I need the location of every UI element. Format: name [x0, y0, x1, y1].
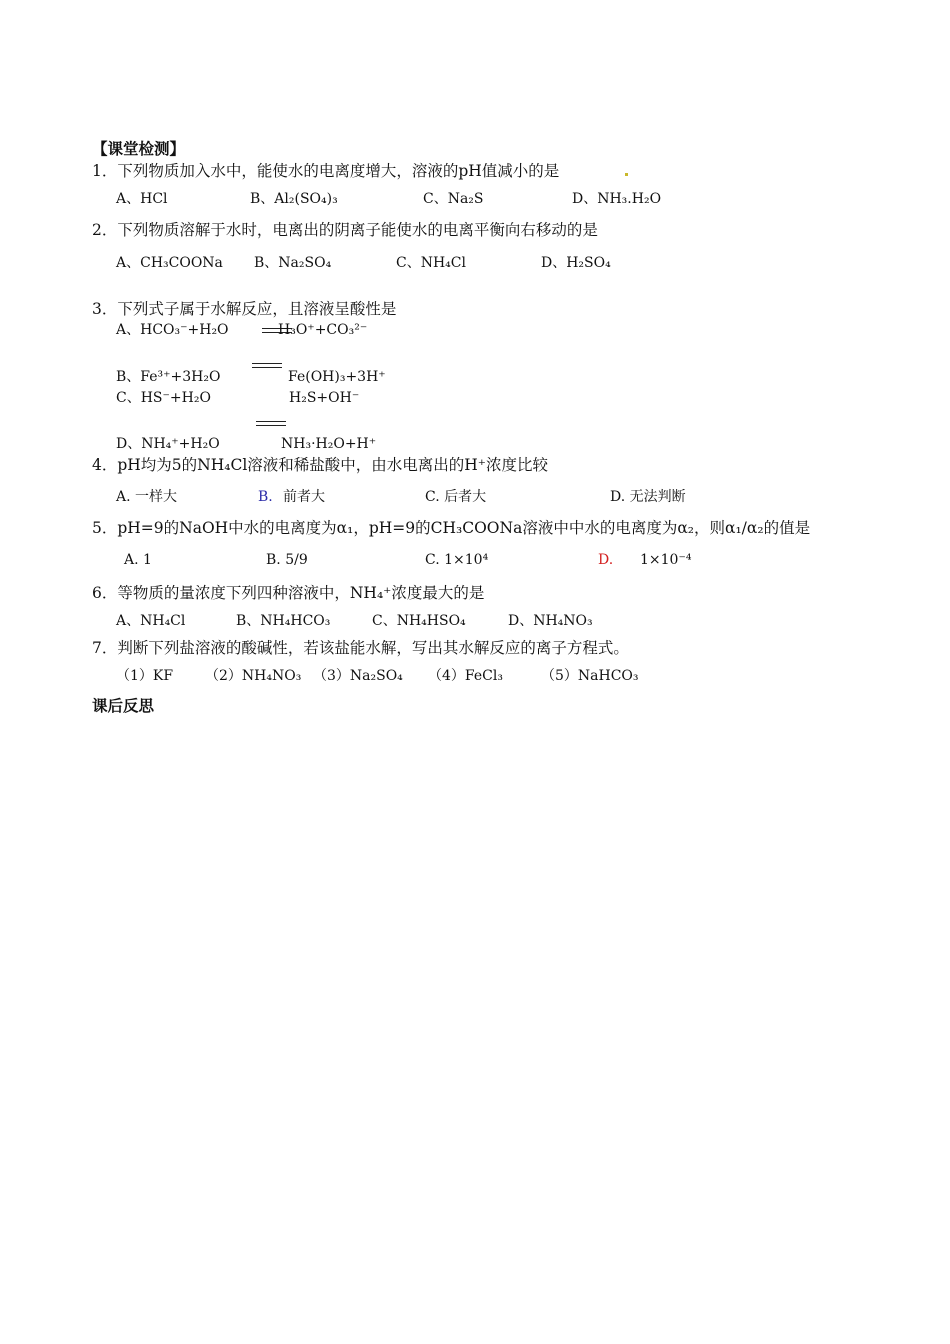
q2-option-c: C、NH₄Cl — [396, 255, 466, 271]
q4-option-b-text: 前者大 — [283, 489, 325, 505]
equilibrium-arrow-icon — [256, 420, 286, 428]
question-3-stem: 3．下列式子属于水解反应，且溶液呈酸性是 — [92, 300, 397, 318]
q6-option-d: D、NH₄NO₃ — [508, 613, 593, 629]
question-5-stem: 5．pH=9的NaOH中水的电离度为α₁，pH=9的CH₃COONa溶液中中水的电离度为α₂，则α₁/α₂的值是 — [92, 519, 811, 537]
q1-option-a: A、HCl — [116, 191, 168, 207]
question-4-stem: 4．pH均为5的NH₄Cl溶液和稀盐酸中，由水电离出的H⁺浓度比较 — [92, 456, 548, 474]
q2-option-b: B、Na₂SO₄ — [254, 255, 332, 271]
reflection-heading: 课后反思 — [92, 697, 155, 715]
question-6-stem: 6．等物质的量浓度下列四种溶液中，NH₄⁺浓度最大的是 — [92, 584, 485, 602]
q2-option-a: A、CH₃COONa — [116, 255, 223, 271]
q3-option-c-right: H₂S+OH⁻ — [289, 390, 360, 406]
q5-option-d-letter: D. — [598, 552, 614, 568]
question-2-stem: 2．下列物质溶解于水时，电离出的阴离子能使水的电离平衡向右移动的是 — [92, 221, 598, 239]
q1-option-d: D、NH₃.H₂O — [572, 191, 662, 207]
q3-option-a-left: A、HCO₃⁻+H₂O — [116, 322, 229, 338]
q3-option-c-left: C、HS⁻+H₂O — [116, 390, 211, 406]
question-7-stem: 7．判断下列盐溶液的酸碱性，若该盐能水解，写出其水解反应的离子方程式。 — [92, 639, 629, 657]
q3-option-b-right: Fe(OH)₃+3H⁺ — [288, 369, 386, 385]
q1-option-c: C、Na₂S — [423, 191, 484, 207]
q4-option-b-letter: B. — [258, 489, 273, 505]
q4-option-a: A. 一样大 — [116, 489, 178, 505]
q7-item-4: （4）FeCl₃ — [428, 668, 503, 684]
q6-option-a: A、NH₄Cl — [116, 613, 186, 629]
q7-item-2: （2）NH₄NO₃ — [205, 668, 302, 684]
equilibrium-arrow-icon — [252, 362, 282, 370]
q3-option-d-right: NH₃·H₂O+H⁺ — [281, 436, 377, 452]
q4-option-c: C. 后者大 — [425, 489, 487, 505]
mark-dot — [625, 173, 628, 176]
q3-option-b-left: B、Fe³⁺+3H₂O — [116, 369, 221, 385]
q5-option-b: B. 5/9 — [266, 552, 308, 568]
q5-option-d-text: 1×10⁻⁴ — [640, 552, 692, 568]
question-1-stem: 1．下列物质加入水中，能使水的电离度增大，溶液的pH值减小的是 — [92, 162, 560, 180]
q4-option-d: D. 无法判断 — [610, 489, 686, 505]
q2-option-d: D、H₂SO₄ — [541, 255, 611, 271]
q7-item-1: （1）KF — [116, 668, 174, 684]
q1-option-b: B、Al₂(SO₄)₃ — [250, 191, 338, 207]
section-heading: 【课堂检测】 — [92, 140, 186, 158]
q3-option-d-left: D、NH₄⁺+H₂O — [116, 436, 220, 452]
q7-item-5: （5）NaHCO₃ — [541, 668, 639, 684]
q3-option-a-right: H₃O⁺+CO₃²⁻ — [278, 322, 368, 338]
q6-option-b: B、NH₄HCO₃ — [236, 613, 331, 629]
q5-option-a: A. 1 — [124, 552, 152, 568]
q7-item-3: （3）Na₂SO₄ — [313, 668, 403, 684]
q6-option-c: C、NH₄HSO₄ — [372, 613, 466, 629]
q5-option-c: C. 1×10⁴ — [425, 552, 489, 568]
